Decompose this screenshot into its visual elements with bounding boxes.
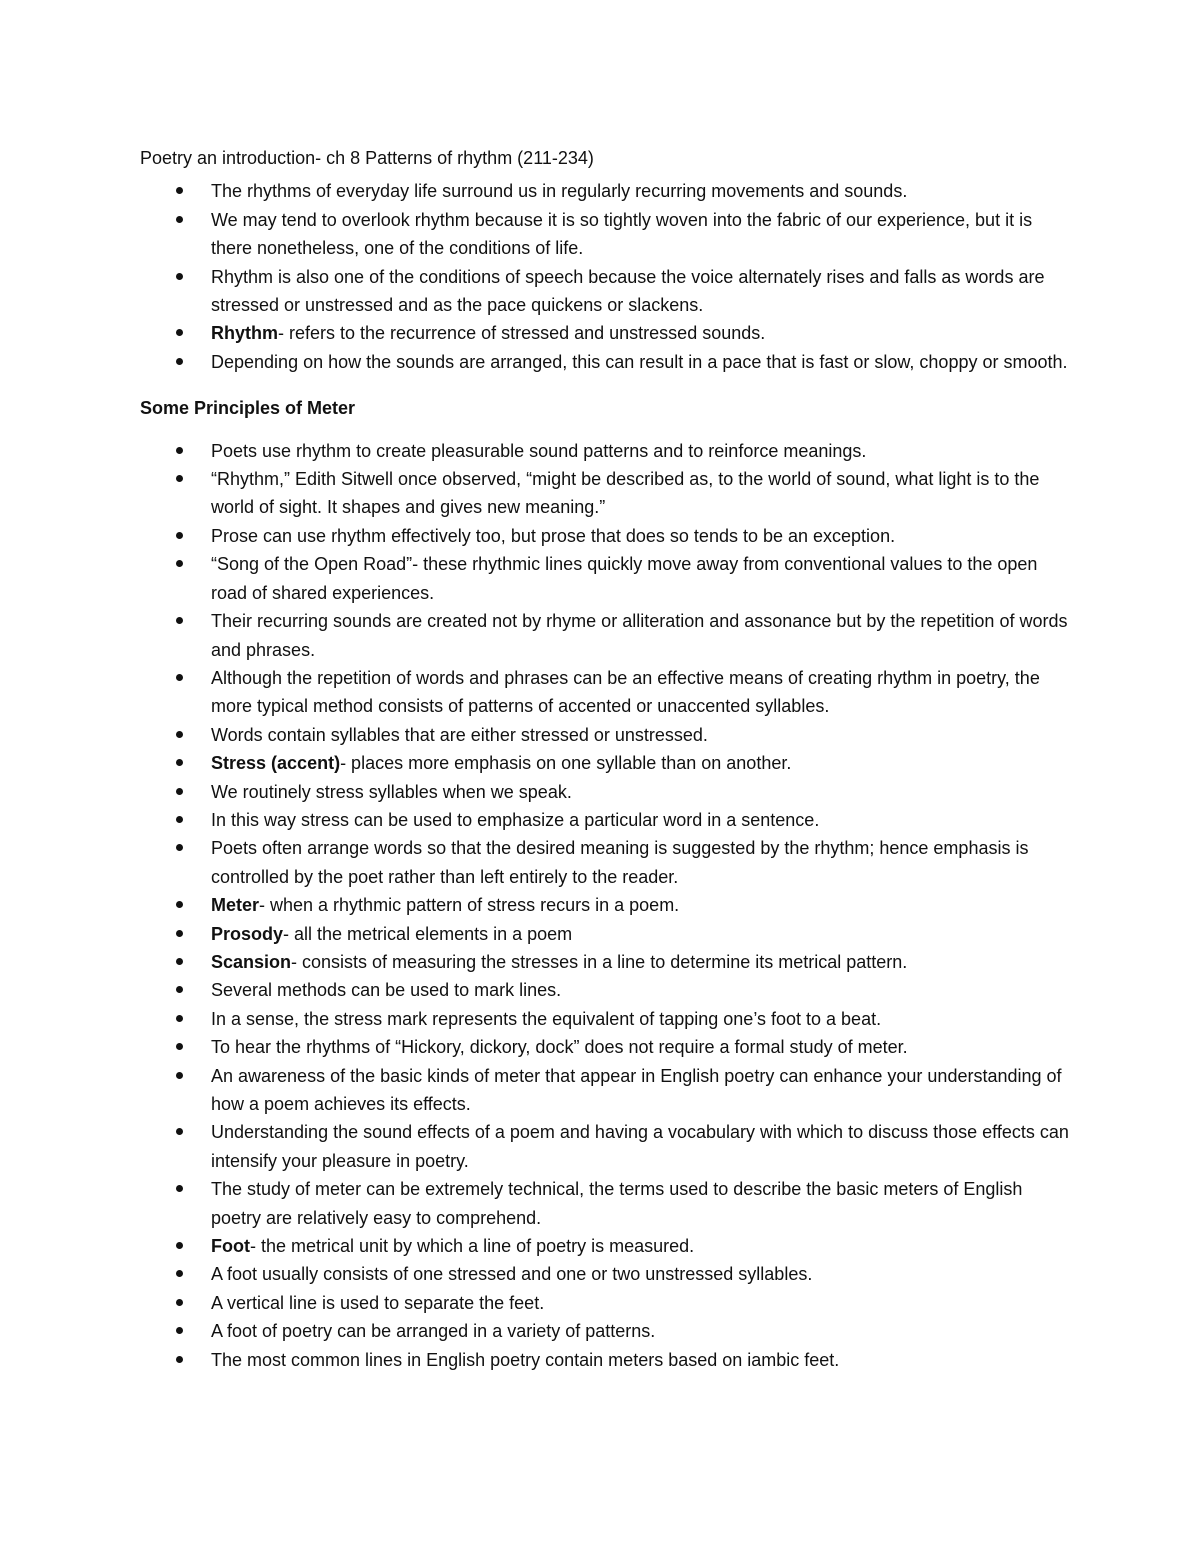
term-label: Meter (211, 895, 260, 916)
item-text: Rhythm is also one of the conditions of speech because the voice alternately rises and falls as words are stressed or unstressed and as the pace quickens or slackens. (211, 266, 1045, 316)
bullet-icon (176, 329, 183, 336)
item-text: To hear the rhythms of “Hickory, dickory, dock” does not require a formal study of meter. (211, 1037, 908, 1058)
bullet-icon (176, 1299, 183, 1306)
term-label: Prosody (211, 923, 284, 944)
bullet-icon (176, 1185, 183, 1192)
list-item (140, 1346, 1070, 1374)
bullet-icon (176, 844, 183, 851)
bullet-icon (176, 273, 183, 280)
item-text: Understanding the sound effects of a poem and having a vocabulary with which to discuss those effects can intensify your pleasure in poetry. (211, 1122, 1069, 1171)
list-item (140, 920, 1070, 948)
list-item (140, 177, 1070, 205)
bullet-icon (176, 986, 183, 993)
item-text: Prose can use rhythm effectively too, but prose that does so tends to be an exception. (211, 525, 896, 546)
list-item (140, 522, 1070, 550)
bullet-icon (176, 1128, 183, 1135)
item-text: Although the repetition of words and phrases can be an effective means of creating rhythm in poetry, the more typical method consists of patterns of accented or unaccented syllables. (211, 667, 1040, 717)
bullet-icon (176, 560, 183, 567)
item-text: - when a rhythmic pattern of stress recurs in a poem. (259, 895, 680, 916)
item-text: A foot of poetry can be arranged in a variety of patterns. (211, 1321, 656, 1342)
bullet-icon (176, 617, 183, 624)
list-item (140, 206, 1070, 263)
list-item (140, 1260, 1070, 1288)
bullet-icon (176, 1270, 183, 1277)
item-text: In this way stress can be used to emphasize a particular word in a sentence. (211, 809, 820, 830)
list-item (140, 976, 1070, 1004)
item-text: Their recurring sounds are created not by rhyme or alliteration and assonance but by the repetition of words and phrases. (211, 611, 1068, 660)
document-page (140, 144, 1070, 1374)
bullet-icon (176, 1327, 183, 1334)
list-item (140, 1232, 1070, 1260)
term-label: Stress (accent) (211, 753, 341, 774)
item-text: A foot usually consists of one stressed and one or two unstressed syllables. (211, 1264, 813, 1285)
bullet-icon (176, 1356, 183, 1363)
list-item (140, 1118, 1070, 1175)
bullet-icon (176, 759, 183, 766)
list-item (140, 319, 1070, 347)
list-item (140, 1289, 1070, 1317)
document-title: Poetry an introduction- ch 8 Patterns of rhythm (211-234) (140, 148, 594, 168)
list-item (140, 607, 1070, 664)
bullet-icon (176, 447, 183, 454)
list-item (140, 749, 1070, 777)
term-label: Foot (211, 1236, 250, 1257)
item-text: “Rhythm,” Edith Sitwell once observed, “might be described as, to the world of sound, what light is to the world of sight. It shapes and gives new meaning.” (211, 469, 1040, 518)
bullet-icon (176, 958, 183, 965)
item-text: A vertical line is used to separate the feet. (211, 1292, 545, 1313)
list-item (140, 348, 1070, 376)
section-heading: Some Principles of Meter (140, 398, 356, 419)
bullet-icon (176, 816, 183, 823)
bullet-icon (176, 532, 183, 539)
bullet-icon (176, 475, 183, 482)
item-text: Poets use rhythm to create pleasurable sound patterns and to reinforce meanings. (211, 440, 867, 461)
list-item (140, 465, 1070, 522)
item-text: Several methods can be used to mark lines. (211, 980, 562, 1001)
bullet-icon (176, 216, 183, 223)
list-item (140, 778, 1070, 806)
item-text: - places more emphasis on one syllable than on another. (340, 753, 792, 774)
item-text: An awareness of the basic kinds of meter that appear in English poetry can enhance your understanding of how a poem achieves its effects. (211, 1065, 1062, 1114)
item-text: “Song of the Open Road”- these rhythmic lines quickly move away from conventional values to the open road of shared experiences. (211, 554, 1038, 603)
item-text: We routinely stress syllables when we speak. (211, 781, 572, 802)
list-item (140, 437, 1070, 465)
bullet-icon (176, 930, 183, 937)
term-label: Rhythm (211, 323, 278, 344)
list-item (140, 1175, 1070, 1232)
list-item (140, 1033, 1070, 1061)
list-item (140, 948, 1070, 976)
bullet-icon (176, 187, 183, 194)
bullet-icon (176, 1072, 183, 1079)
list-item (140, 721, 1070, 749)
item-text: - all the metrical elements in a poem (283, 923, 573, 944)
bullet-icon (176, 901, 183, 908)
bullet-icon (176, 358, 183, 365)
item-text: - consists of measuring the stresses in a line to determine its metrical pattern. (291, 951, 908, 972)
item-text: - refers to the recurrence of stressed and unstressed sounds. (278, 323, 766, 344)
list-item (140, 1062, 1070, 1119)
list-item (140, 834, 1070, 891)
list-item (140, 1005, 1070, 1033)
bullet-icon (176, 674, 183, 681)
item-text: The most common lines in English poetry contain meters based on iambic feet. (211, 1349, 840, 1370)
meter-bullet-list (140, 437, 1070, 1374)
item-text: Depending on how the sounds are arranged, this can result in a pace that is fast or slow, choppy or smooth. (211, 351, 1068, 372)
list-item (140, 664, 1070, 721)
item-text: The rhythms of everyday life surround us in regularly recurring movements and sounds. (211, 181, 908, 202)
bullet-icon (176, 788, 183, 795)
bullet-icon (176, 1043, 183, 1050)
list-item (140, 1317, 1070, 1345)
list-item (140, 806, 1070, 834)
list-item (140, 550, 1070, 607)
bullet-icon (176, 731, 183, 738)
bullet-icon (176, 1015, 183, 1022)
list-item (140, 891, 1070, 919)
intro-bullet-list (140, 177, 1070, 376)
bullet-icon (176, 1242, 183, 1249)
item-text: The study of meter can be extremely technical, the terms used to describe the basic meters of English poetry are relatively easy to comprehend. (211, 1179, 1023, 1228)
item-text: In a sense, the stress mark represents the equivalent of tapping one’s foot to a beat. (211, 1008, 882, 1029)
term-label: Scansion (211, 951, 292, 972)
item-text: Poets often arrange words so that the desired meaning is suggested by the rhythm; hence emphasis is controlled by the poet rather than left entirely to the reader. (211, 838, 1029, 887)
list-item (140, 263, 1070, 320)
item-text: Words contain syllables that are either stressed or unstressed. (211, 724, 708, 745)
item-text: - the metrical unit by which a line of poetry is measured. (249, 1236, 695, 1257)
item-text: We may tend to overlook rhythm because it is so tightly woven into the fabric of our experience, but it is there nonetheless, one of the conditions of life. (211, 209, 1033, 259)
